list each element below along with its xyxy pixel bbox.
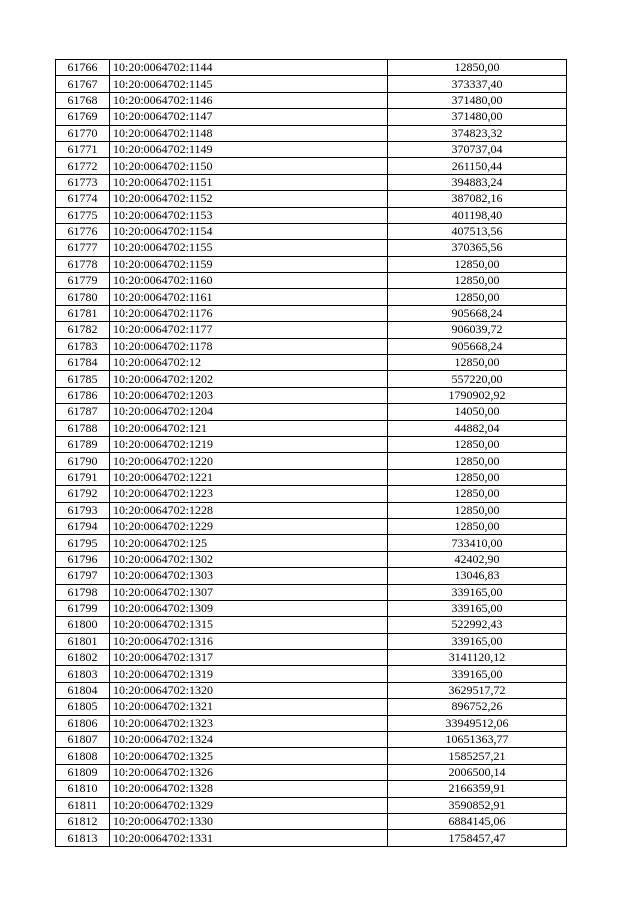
value-cell: 14050,00 [388, 404, 567, 420]
row-number-cell: 61807 [56, 732, 110, 748]
value-cell: 374823,32 [388, 125, 567, 141]
row-number-cell: 61789 [56, 436, 110, 452]
value-cell: 12850,00 [388, 502, 567, 518]
row-number-cell: 61808 [56, 748, 110, 764]
table-row [56, 682, 567, 698]
row-number-cell: 61785 [56, 371, 110, 387]
value-cell: 10651363,77 [388, 732, 567, 748]
value-cell: 407513,56 [388, 223, 567, 239]
row-number-cell: 61796 [56, 551, 110, 567]
cadastral-number-cell: 10:20:0064702:1178 [110, 338, 388, 354]
table-row [56, 420, 567, 436]
cadastral-number-cell: 10:20:0064702:1309 [110, 600, 388, 616]
cadastral-number-cell: 10:20:0064702:1307 [110, 584, 388, 600]
table-row [56, 371, 567, 387]
value-cell: 12850,00 [388, 486, 567, 502]
table-row [56, 207, 567, 223]
row-number-cell: 61809 [56, 764, 110, 780]
table-row [56, 518, 567, 534]
cadastral-number-cell: 10:20:0064702:1328 [110, 781, 388, 797]
cadastral-number-cell: 10:20:0064702:1331 [110, 830, 388, 846]
table-row [56, 191, 567, 207]
row-number-cell: 61799 [56, 600, 110, 616]
row-number-cell: 61779 [56, 273, 110, 289]
cadastral-number-cell: 10:20:0064702:1219 [110, 436, 388, 452]
row-number-cell: 61767 [56, 76, 110, 92]
cadastral-number-cell: 10:20:0064702:121 [110, 420, 388, 436]
cadastral-number-cell: 10:20:0064702:1145 [110, 76, 388, 92]
table-row [56, 387, 567, 403]
cadastral-number-cell: 10:20:0064702:1321 [110, 699, 388, 715]
table-row [56, 732, 567, 748]
value-cell: 733410,00 [388, 535, 567, 551]
value-cell: 371480,00 [388, 109, 567, 125]
row-number-cell: 61795 [56, 535, 110, 551]
cadastral-number-cell: 10:20:0064702:1160 [110, 273, 388, 289]
value-cell: 12850,00 [388, 256, 567, 272]
table-row [56, 141, 567, 157]
row-number-cell: 61806 [56, 715, 110, 731]
table-row [56, 436, 567, 452]
row-number-cell: 61782 [56, 322, 110, 338]
table-row [56, 338, 567, 354]
table-row [56, 502, 567, 518]
value-cell: 13046,83 [388, 568, 567, 584]
value-cell: 371480,00 [388, 92, 567, 108]
value-cell: 905668,24 [388, 305, 567, 321]
cadastral-number-cell: 10:20:0064702:1159 [110, 256, 388, 272]
cadastral-number-cell: 10:20:0064702:1320 [110, 682, 388, 698]
cadastral-number-cell: 10:20:0064702:1228 [110, 502, 388, 518]
value-cell: 339165,00 [388, 633, 567, 649]
table-row [56, 125, 567, 141]
cadastral-number-cell: 10:20:0064702:1302 [110, 551, 388, 567]
cadastral-number-cell: 10:20:0064702:1151 [110, 174, 388, 190]
row-number-cell: 61768 [56, 92, 110, 108]
value-cell: 394883,24 [388, 174, 567, 190]
table-row [56, 92, 567, 108]
cadastral-number-cell: 10:20:0064702:1154 [110, 223, 388, 239]
row-number-cell: 61788 [56, 420, 110, 436]
cadastral-number-cell: 10:20:0064702:1147 [110, 109, 388, 125]
row-number-cell: 61812 [56, 813, 110, 829]
cadastral-number-cell: 10:20:0064702:1144 [110, 60, 388, 76]
value-cell: 373337,40 [388, 76, 567, 92]
row-number-cell: 61775 [56, 207, 110, 223]
value-cell: 370737,04 [388, 141, 567, 157]
cadastral-number-cell: 10:20:0064702:1319 [110, 666, 388, 682]
table-row [56, 240, 567, 256]
cadastral-number-cell: 10:20:0064702:1220 [110, 453, 388, 469]
cadastral-number-cell: 10:20:0064702:1315 [110, 617, 388, 633]
value-cell: 1790902,92 [388, 387, 567, 403]
value-cell: 370365,56 [388, 240, 567, 256]
row-number-cell: 61804 [56, 682, 110, 698]
cadastral-number-cell: 10:20:0064702:1176 [110, 305, 388, 321]
table-row [56, 633, 567, 649]
table-row [56, 551, 567, 567]
row-number-cell: 61792 [56, 486, 110, 502]
table-row [56, 748, 567, 764]
cadastral-number-cell: 10:20:0064702:125 [110, 535, 388, 551]
value-cell: 401198,40 [388, 207, 567, 223]
cadastral-number-cell: 10:20:0064702:1221 [110, 469, 388, 485]
row-number-cell: 61771 [56, 141, 110, 157]
table-row [56, 486, 567, 502]
row-number-cell: 61797 [56, 568, 110, 584]
value-cell: 3629517,72 [388, 682, 567, 698]
table-row [56, 322, 567, 338]
value-cell: 906039,72 [388, 322, 567, 338]
value-cell: 2166359,91 [388, 781, 567, 797]
table-row [56, 584, 567, 600]
table-row [56, 650, 567, 666]
value-cell: 12850,00 [388, 469, 567, 485]
table-row [56, 404, 567, 420]
row-number-cell: 61783 [56, 338, 110, 354]
table-row [56, 813, 567, 829]
table-row [56, 568, 567, 584]
value-cell: 12850,00 [388, 273, 567, 289]
table-row [56, 715, 567, 731]
table-row [56, 453, 567, 469]
cadastral-number-cell: 10:20:0064702:1326 [110, 764, 388, 780]
cadastral-number-cell: 10:20:0064702:1317 [110, 650, 388, 666]
cadastral-number-cell: 10:20:0064702:1316 [110, 633, 388, 649]
table-row [56, 469, 567, 485]
cadastral-number-cell: 10:20:0064702:12 [110, 355, 388, 371]
value-cell: 1758457,47 [388, 830, 567, 846]
value-cell: 3141120,12 [388, 650, 567, 666]
table-row [56, 109, 567, 125]
table-row [56, 305, 567, 321]
row-number-cell: 61776 [56, 223, 110, 239]
table-row [56, 535, 567, 551]
value-cell: 12850,00 [388, 289, 567, 305]
value-cell: 339165,00 [388, 584, 567, 600]
table-row [56, 355, 567, 371]
cadastral-number-cell: 10:20:0064702:1177 [110, 322, 388, 338]
table-row [56, 174, 567, 190]
cadastral-number-cell: 10:20:0064702:1323 [110, 715, 388, 731]
value-cell: 339165,00 [388, 666, 567, 682]
table-row [56, 223, 567, 239]
row-number-cell: 61774 [56, 191, 110, 207]
value-cell: 42402,90 [388, 551, 567, 567]
value-cell: 3590852,91 [388, 797, 567, 813]
row-number-cell: 61787 [56, 404, 110, 420]
value-cell: 12850,00 [388, 453, 567, 469]
value-cell: 2006500,14 [388, 764, 567, 780]
cadastral-number-cell: 10:20:0064702:1324 [110, 732, 388, 748]
value-cell: 12850,00 [388, 436, 567, 452]
row-number-cell: 61793 [56, 502, 110, 518]
cadastral-number-cell: 10:20:0064702:1229 [110, 518, 388, 534]
cadastral-number-cell: 10:20:0064702:1303 [110, 568, 388, 584]
table-body [56, 60, 567, 847]
row-number-cell: 61805 [56, 699, 110, 715]
cadastral-number-cell: 10:20:0064702:1150 [110, 158, 388, 174]
table-row [56, 666, 567, 682]
table-row [56, 158, 567, 174]
row-number-cell: 61803 [56, 666, 110, 682]
cadastral-number-cell: 10:20:0064702:1152 [110, 191, 388, 207]
row-number-cell: 61773 [56, 174, 110, 190]
value-cell: 1585257,21 [388, 748, 567, 764]
cadastral-number-cell: 10:20:0064702:1155 [110, 240, 388, 256]
value-cell: 896752,26 [388, 699, 567, 715]
cadastral-number-cell: 10:20:0064702:1148 [110, 125, 388, 141]
cadastral-number-cell: 10:20:0064702:1223 [110, 486, 388, 502]
row-number-cell: 61777 [56, 240, 110, 256]
cadastral-number-cell: 10:20:0064702:1146 [110, 92, 388, 108]
table-row [56, 830, 567, 846]
table-row [56, 76, 567, 92]
cadastral-number-cell: 10:20:0064702:1153 [110, 207, 388, 223]
value-cell: 12850,00 [388, 355, 567, 371]
row-number-cell: 61798 [56, 584, 110, 600]
value-cell: 261150,44 [388, 158, 567, 174]
value-cell: 12850,00 [388, 60, 567, 76]
table-row [56, 797, 567, 813]
cadastral-value-table [55, 59, 567, 847]
value-cell: 522992,43 [388, 617, 567, 633]
cadastral-number-cell: 10:20:0064702:1329 [110, 797, 388, 813]
row-number-cell: 61790 [56, 453, 110, 469]
cadastral-number-cell: 10:20:0064702:1203 [110, 387, 388, 403]
value-cell: 12850,00 [388, 518, 567, 534]
row-number-cell: 61769 [56, 109, 110, 125]
row-number-cell: 61813 [56, 830, 110, 846]
row-number-cell: 61794 [56, 518, 110, 534]
cadastral-number-cell: 10:20:0064702:1161 [110, 289, 388, 305]
value-cell: 387082,16 [388, 191, 567, 207]
row-number-cell: 61791 [56, 469, 110, 485]
row-number-cell: 61800 [56, 617, 110, 633]
value-cell: 44882,04 [388, 420, 567, 436]
row-number-cell: 61786 [56, 387, 110, 403]
cadastral-number-cell: 10:20:0064702:1325 [110, 748, 388, 764]
table-row [56, 617, 567, 633]
table-row [56, 256, 567, 272]
row-number-cell: 61810 [56, 781, 110, 797]
row-number-cell: 61770 [56, 125, 110, 141]
row-number-cell: 61780 [56, 289, 110, 305]
cadastral-number-cell: 10:20:0064702:1149 [110, 141, 388, 157]
table-row [56, 60, 567, 76]
cadastral-number-cell: 10:20:0064702:1204 [110, 404, 388, 420]
row-number-cell: 61781 [56, 305, 110, 321]
table-row [56, 699, 567, 715]
row-number-cell: 61772 [56, 158, 110, 174]
row-number-cell: 61811 [56, 797, 110, 813]
value-cell: 339165,00 [388, 600, 567, 616]
value-cell: 33949512,06 [388, 715, 567, 731]
value-cell: 557220,00 [388, 371, 567, 387]
cadastral-number-cell: 10:20:0064702:1330 [110, 813, 388, 829]
row-number-cell: 61766 [56, 60, 110, 76]
value-cell: 905668,24 [388, 338, 567, 354]
table-row [56, 600, 567, 616]
cadastral-number-cell: 10:20:0064702:1202 [110, 371, 388, 387]
row-number-cell: 61778 [56, 256, 110, 272]
table-row [56, 781, 567, 797]
row-number-cell: 61784 [56, 355, 110, 371]
row-number-cell: 61801 [56, 633, 110, 649]
row-number-cell: 61802 [56, 650, 110, 666]
value-cell: 6884145,06 [388, 813, 567, 829]
table-row [56, 764, 567, 780]
table-row [56, 273, 567, 289]
table-row [56, 289, 567, 305]
